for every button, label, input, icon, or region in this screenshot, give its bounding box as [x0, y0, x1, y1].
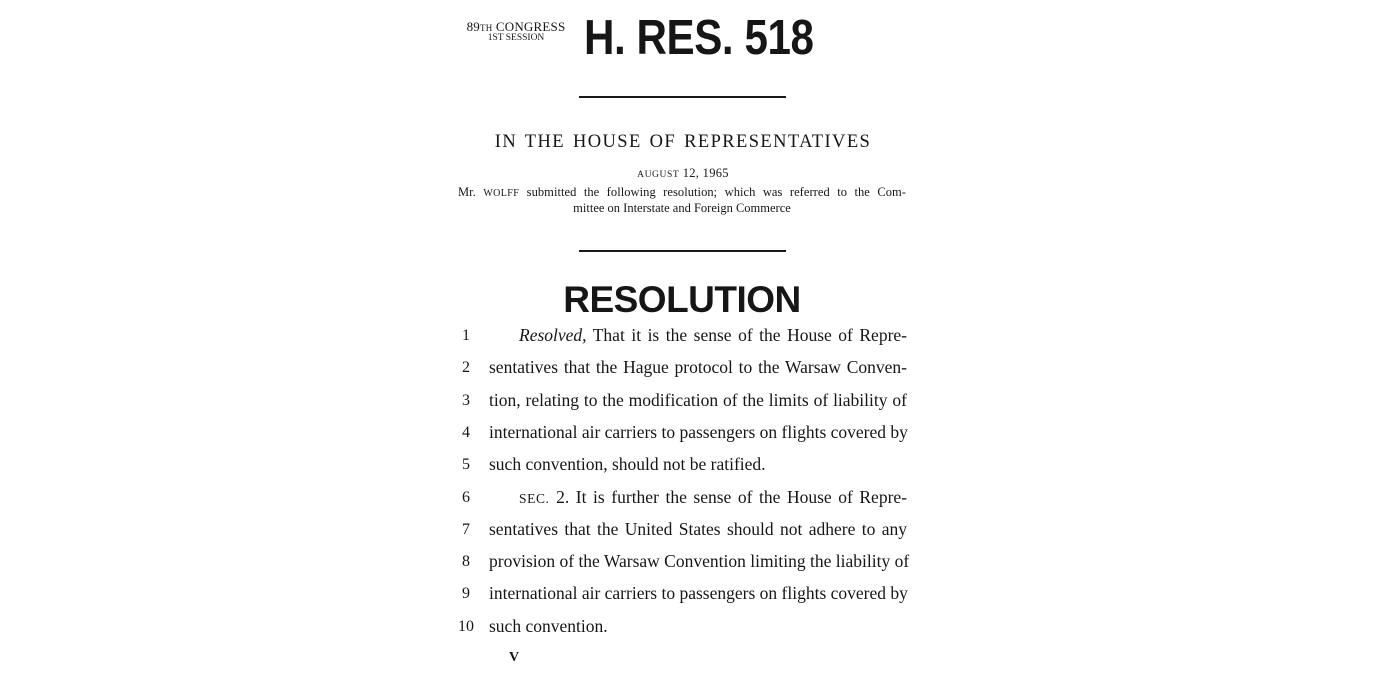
resolved-clause: Resolved,	[519, 325, 587, 345]
referral-text-1: submitted the following resolution; which was referred to the Com-	[526, 185, 906, 199]
congress-session-label	[460, 20, 572, 44]
introduction-date	[0, 166, 1366, 181]
line-text	[489, 422, 907, 443]
line-number: 5	[462, 456, 470, 474]
line-number: 8	[462, 553, 470, 571]
congress-word: CONGRESS	[495, 19, 566, 34]
line-text	[519, 487, 907, 508]
congress-number: 89	[466, 19, 481, 34]
line-body: tion, relating to the modification of the limits of liability of	[489, 389, 907, 410]
line-number: 4	[462, 423, 470, 441]
congress-line	[460, 20, 572, 33]
line-text	[489, 551, 910, 572]
line-body: That it is the sense of the House of Repre-	[586, 325, 907, 345]
session-number: 1	[487, 33, 493, 43]
referral-line-2: mittee on Interstate and Foreign Commerce	[573, 201, 791, 215]
sponsor-name: WOLFF	[483, 188, 520, 199]
line-text	[489, 454, 907, 475]
document-type-heading: RESOLUTION	[563, 279, 801, 320]
line-number: 7	[462, 520, 470, 538]
line-body: such convention, should not be ratified.	[489, 454, 766, 475]
line-text	[489, 357, 907, 378]
middle-divider	[579, 250, 786, 252]
session-word: SESSION	[505, 33, 545, 43]
line-body: such convention.	[489, 615, 608, 636]
section-label: SEC.	[519, 490, 550, 506]
line-body: international air carriers to passengers on flights covered by	[489, 583, 908, 604]
line-number: 2	[462, 359, 470, 377]
line-body: 2. It is further the sense of the House of Repre-	[549, 486, 907, 507]
bill-number: H. RES. 518	[584, 11, 814, 65]
line-body: sentatives that the United States should not adhere to any	[489, 518, 907, 539]
congress-suffix: TH	[480, 23, 493, 33]
referral-statement	[458, 185, 906, 216]
top-divider	[579, 96, 786, 98]
date-day-year: 12, 1965	[682, 166, 729, 180]
footer-mark: V	[509, 650, 520, 665]
date-month: AUGUST	[637, 170, 680, 180]
session-suffix: ST	[492, 33, 504, 43]
line-text	[489, 583, 907, 604]
referral-line-1	[458, 185, 906, 201]
line-body: sentatives that the Hague protocol to the Warsaw Conven-	[489, 357, 907, 378]
session-line	[460, 34, 572, 44]
line-text	[489, 616, 907, 637]
line-text	[489, 390, 907, 411]
line-number: 9	[462, 585, 470, 603]
line-body: international air carriers to passengers on flights covered by	[489, 421, 908, 442]
line-text	[489, 519, 907, 540]
line-number: 3	[462, 391, 470, 409]
line-body: provision of the Warsaw Convention limiting the liability of	[489, 551, 910, 572]
chamber-title: IN THE HOUSE OF REPRESENTATIVES	[494, 132, 872, 152]
line-number: 10	[458, 617, 474, 635]
sponsor-prefix: Mr.	[458, 185, 476, 199]
line-number: 6	[462, 488, 470, 506]
line-number: 1	[462, 327, 470, 344]
line-text	[519, 325, 907, 346]
